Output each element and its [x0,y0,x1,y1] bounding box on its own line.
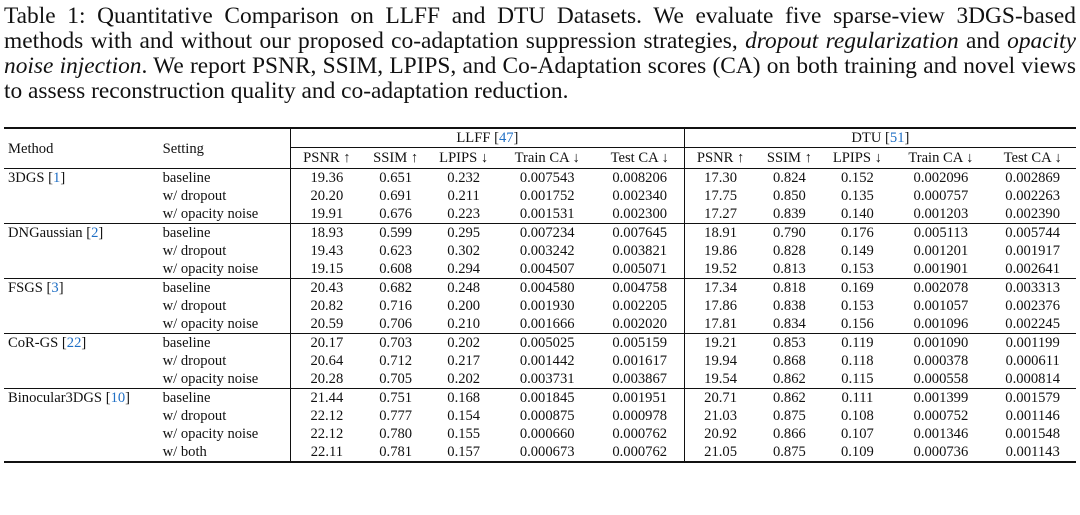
value-cell: 19.52 [684,260,756,279]
value-cell: 0.780 [379,426,413,442]
value-cell: 0.005025 [499,334,596,353]
value-cell: 0.002096 [892,169,989,188]
value-cell: 0.001143 [1005,444,1060,460]
method-name: 3DGS [8,170,45,186]
caption-italic-1: dropout regularization [745,28,959,54]
value-cell: 0.001146 [1005,408,1060,424]
value-cell: 0.004580 [499,279,596,298]
value-cell: 0.295 [429,224,499,243]
value-cell: 0.302 [447,243,481,259]
value-cell: 0.000752 [913,408,969,424]
value-cell: 0.001752 [519,188,575,204]
value-cell: 0.000558 [913,371,969,387]
value-cell: 0.001090 [892,334,989,353]
value-cell: 0.000660 [519,426,575,442]
value-cell: 0.169 [822,279,892,298]
value-cell: 0.705 [379,371,413,387]
value-cell: 21.44 [291,389,363,408]
value-cell: 0.000378 [913,353,969,369]
value-cell: 0.001666 [519,316,575,332]
value-cell: 19.36 [291,169,363,188]
value-cell: 19.15 [291,260,363,279]
table-row [4,352,1076,370]
value-cell: 20.17 [291,334,363,353]
value-cell: 0.153 [840,298,874,314]
caption-text-2: and [966,28,1000,54]
value-cell: 22.12 [291,407,363,425]
value-cell: 0.818 [756,279,822,298]
metric-header-4: Test CA ↓ [610,150,669,166]
value-cell: 0.000875 [519,408,575,424]
value-cell: 0.853 [756,334,822,353]
value-cell: 18.93 [291,224,363,243]
metric-header-6: SSIM ↑ [766,150,812,166]
value-cell: 0.001057 [913,298,969,314]
value-cell: 20.43 [291,279,363,298]
value-cell: 0.152 [822,169,892,188]
value-cell: 22.12 [291,425,363,443]
setting-cell: w/ dropout [162,243,227,259]
method-citation[interactable]: 3 [51,280,59,296]
caption-title: Quantitative Comparison on LLFF and DTU Datasets. [97,3,642,29]
value-cell: 0.001579 [989,389,1076,408]
value-cell: 19.86 [684,242,756,260]
method-cell: CoR-GS [22] [4,334,159,389]
value-cell: 0.155 [447,426,481,442]
value-cell: 19.94 [684,352,756,370]
table-row [4,187,1076,205]
setting-cell: w/ dropout [162,408,227,424]
value-cell: 0.703 [363,334,429,353]
header-dtu: DTU [51] [684,128,1076,148]
value-cell: 0.005159 [596,334,685,353]
setting-cell: baseline [159,224,291,243]
setting-cell: baseline [159,389,291,408]
llff-citation[interactable]: 47 [498,130,514,146]
setting-cell: w/ dropout [162,188,227,204]
value-cell: 0.003731 [519,371,575,387]
table-row [4,297,1076,315]
value-cell: 20.71 [684,389,756,408]
value-cell: 17.30 [684,169,756,188]
value-cell: 0.002263 [1005,188,1061,204]
value-cell: 0.002869 [989,169,1076,188]
value-cell: 0.875 [772,408,806,424]
value-cell: 0.000762 [612,444,668,460]
caption-label: Table 1: [4,3,86,29]
value-cell: 0.001845 [499,389,596,408]
value-cell: 0.001199 [989,334,1076,353]
method-cell: FSGS [3] [4,279,159,334]
value-cell: 0.001203 [913,206,969,222]
value-cell: 0.005113 [892,224,989,243]
table-row [4,169,1076,188]
table-row [4,370,1076,389]
value-cell: 0.002078 [892,279,989,298]
value-cell: 0.149 [840,243,874,259]
value-cell: 0.001548 [1005,426,1061,442]
setting-cell: w/ opacity noise [162,426,259,442]
value-cell: 0.232 [429,169,499,188]
table-row [4,407,1076,425]
value-cell: 0.001201 [913,243,969,259]
method-citation[interactable]: 10 [110,390,126,406]
value-cell: 0.599 [363,224,429,243]
caption-italic-2: opacity noise injection [4,28,1076,79]
value-cell: 0.824 [756,169,822,188]
method-cell: DNGaussian [2] [4,224,159,279]
value-cell: 22.11 [291,443,363,462]
value-cell: 0.002020 [612,316,668,332]
value-cell: 0.712 [379,353,413,369]
value-cell: 0.008206 [596,169,685,188]
setting-cell: baseline [159,169,291,188]
value-cell: 0.001917 [1005,243,1061,259]
header-setting: Setting [162,140,204,157]
value-cell: 0.866 [772,426,806,442]
value-cell: 17.81 [684,315,756,334]
metric-header-8: Train CA ↓ [908,150,974,166]
value-cell: 20.82 [291,297,363,315]
setting-cell: w/ opacity noise [162,316,259,332]
value-cell: 0.156 [840,316,874,332]
value-cell: 21.05 [684,443,756,462]
value-cell: 0.001531 [519,206,575,222]
value-cell: 20.59 [291,315,363,334]
method-citation[interactable]: 2 [91,225,99,241]
table-row [4,315,1076,334]
method-name: CoR-GS [8,335,59,351]
caption-text-1: We evaluate five sparse-view 3DGS-based methods with and without our proposed co-adaptation suppression strategies, [4,3,1076,54]
value-cell: 0.000762 [612,426,668,442]
table-row [4,224,1076,243]
metric-header-5: PSNR ↑ [684,148,756,169]
table-row [4,389,1076,408]
value-cell: 0.651 [363,169,429,188]
value-cell: 0.002376 [1005,298,1061,314]
value-cell: 0.862 [772,371,806,387]
setting-cell: w/ opacity noise [162,261,259,277]
method-name: Binocular3DGS [8,390,103,406]
setting-cell: w/ opacity noise [162,206,259,222]
value-cell: 0.005071 [612,261,668,277]
value-cell: 0.135 [840,188,874,204]
header-llff: LLFF [47] [291,128,685,148]
value-cell: 0.118 [841,353,874,369]
value-cell: 20.92 [684,425,756,443]
value-cell: 0.115 [841,371,874,387]
value-cell: 0.834 [772,316,806,332]
value-cell: 0.007234 [499,224,596,243]
value-cell: 0.002300 [612,206,668,222]
value-cell: 0.248 [429,279,499,298]
value-cell: 0.157 [447,444,481,460]
header-method: Method [8,140,54,157]
value-cell: 0.000814 [1005,371,1061,387]
method-cell: Binocular3DGS [10] [4,389,159,463]
value-cell: 0.001951 [596,389,685,408]
value-cell: 0.002390 [1005,206,1061,222]
value-cell: 17.27 [684,205,756,224]
value-cell: 0.004758 [596,279,685,298]
value-cell: 20.64 [291,352,363,370]
value-cell: 0.838 [772,298,806,314]
table-row [4,279,1076,298]
value-cell: 18.91 [684,224,756,243]
value-cell: 0.202 [447,371,481,387]
value-cell: 0.875 [772,444,806,460]
value-cell: 0.004507 [519,261,575,277]
value-cell: 0.706 [379,316,413,332]
value-cell: 0.000978 [612,408,668,424]
table-caption [4,4,1076,104]
results-table [4,127,1076,463]
dtu-citation[interactable]: 51 [889,130,905,146]
value-cell: 0.813 [772,261,806,277]
value-cell: 19.54 [684,370,756,389]
metric-header-2: LPIPS ↓ [439,150,489,166]
setting-cell: w/ opacity noise [162,371,259,387]
value-cell: 19.43 [291,242,363,260]
value-cell: 0.682 [363,279,429,298]
value-cell: 0.111 [822,389,892,408]
value-cell: 0.217 [447,353,481,369]
value-cell: 0.862 [756,389,822,408]
caption-text-3: . We report PSNR, SSIM, LPIPS, and Co-Adaptation scores (CA) on both training and novel views to assess reconstruction quality and co-adaptation reduction. [4,53,1076,104]
value-cell: 0.781 [379,444,413,460]
value-cell: 0.608 [379,261,413,277]
value-cell: 0.000736 [913,444,969,460]
value-cell: 0.211 [447,188,480,204]
value-cell: 0.005744 [989,224,1076,243]
method-name: DNGaussian [8,225,83,241]
value-cell: 0.168 [429,389,499,408]
metric-header-3: Train CA ↓ [514,150,580,166]
value-cell: 0.200 [447,298,481,314]
value-cell: 0.003313 [989,279,1076,298]
setting-cell: w/ both [162,444,207,460]
value-cell: 17.75 [684,187,756,205]
method-cell: 3DGS [1] [4,169,159,224]
value-cell: 0.002641 [1005,261,1061,277]
value-cell: 0.001901 [913,261,969,277]
value-cell: 0.294 [447,261,481,277]
value-cell: 0.108 [840,408,874,424]
value-cell: 0.001442 [519,353,575,369]
value-cell: 0.623 [379,243,413,259]
method-citation[interactable]: 22 [66,335,82,351]
value-cell: 0.691 [379,188,413,204]
value-cell: 0.003821 [612,243,668,259]
value-cell: 0.210 [447,316,481,332]
value-cell: 0.839 [772,206,806,222]
value-cell: 0.223 [447,206,481,222]
value-cell: 17.86 [684,297,756,315]
value-cell: 0.140 [840,206,874,222]
value-cell: 0.176 [822,224,892,243]
setting-cell: w/ dropout [162,353,227,369]
value-cell: 19.21 [684,334,756,353]
value-cell: 0.003242 [519,243,575,259]
value-cell: 0.790 [756,224,822,243]
method-citation[interactable]: 1 [53,170,61,186]
dtu-label: DTU [851,130,882,146]
value-cell: 0.868 [772,353,806,369]
value-cell: 0.000611 [1005,353,1060,369]
table-row [4,334,1076,353]
value-cell: 0.716 [379,298,413,314]
value-cell: 0.777 [379,408,413,424]
method-name: FSGS [8,280,43,296]
value-cell: 0.850 [772,188,806,204]
value-cell: 0.109 [840,444,874,460]
table-row [4,242,1076,260]
value-cell: 0.107 [840,426,874,442]
value-cell: 0.001399 [892,389,989,408]
setting-cell: baseline [159,334,291,353]
value-cell: 0.001930 [519,298,575,314]
value-cell: 0.007645 [596,224,685,243]
value-cell: 21.03 [684,407,756,425]
table-row [4,205,1076,224]
value-cell: 0.002245 [1005,316,1061,332]
value-cell: 0.751 [363,389,429,408]
value-cell: 20.20 [291,187,363,205]
value-cell: 0.002205 [612,298,668,314]
llff-label: LLFF [456,130,491,146]
table-row [4,260,1076,279]
metric-header-9: Test CA ↓ [1003,150,1062,166]
value-cell: 20.28 [291,370,363,389]
value-cell: 19.91 [291,205,363,224]
value-cell: 0.202 [429,334,499,353]
value-cell: 0.000673 [519,444,575,460]
value-cell: 0.001096 [913,316,969,332]
value-cell: 0.154 [447,408,481,424]
table-row [4,425,1076,443]
metric-header-1: SSIM ↑ [373,150,419,166]
value-cell: 0.003867 [612,371,668,387]
value-cell: 0.153 [840,261,874,277]
value-cell: 0.002340 [612,188,668,204]
value-cell: 0.001617 [612,353,668,369]
value-cell: 0.001346 [913,426,969,442]
value-cell: 0.007543 [499,169,596,188]
table-row [4,443,1076,462]
setting-cell: baseline [159,279,291,298]
value-cell: 0.119 [822,334,892,353]
metric-header-0: PSNR ↑ [291,148,363,169]
value-cell: 0.000757 [913,188,969,204]
value-cell: 0.828 [772,243,806,259]
metric-header-7: LPIPS ↓ [832,150,882,166]
value-cell: 0.676 [379,206,413,222]
value-cell: 17.34 [684,279,756,298]
setting-cell: w/ dropout [162,298,227,314]
